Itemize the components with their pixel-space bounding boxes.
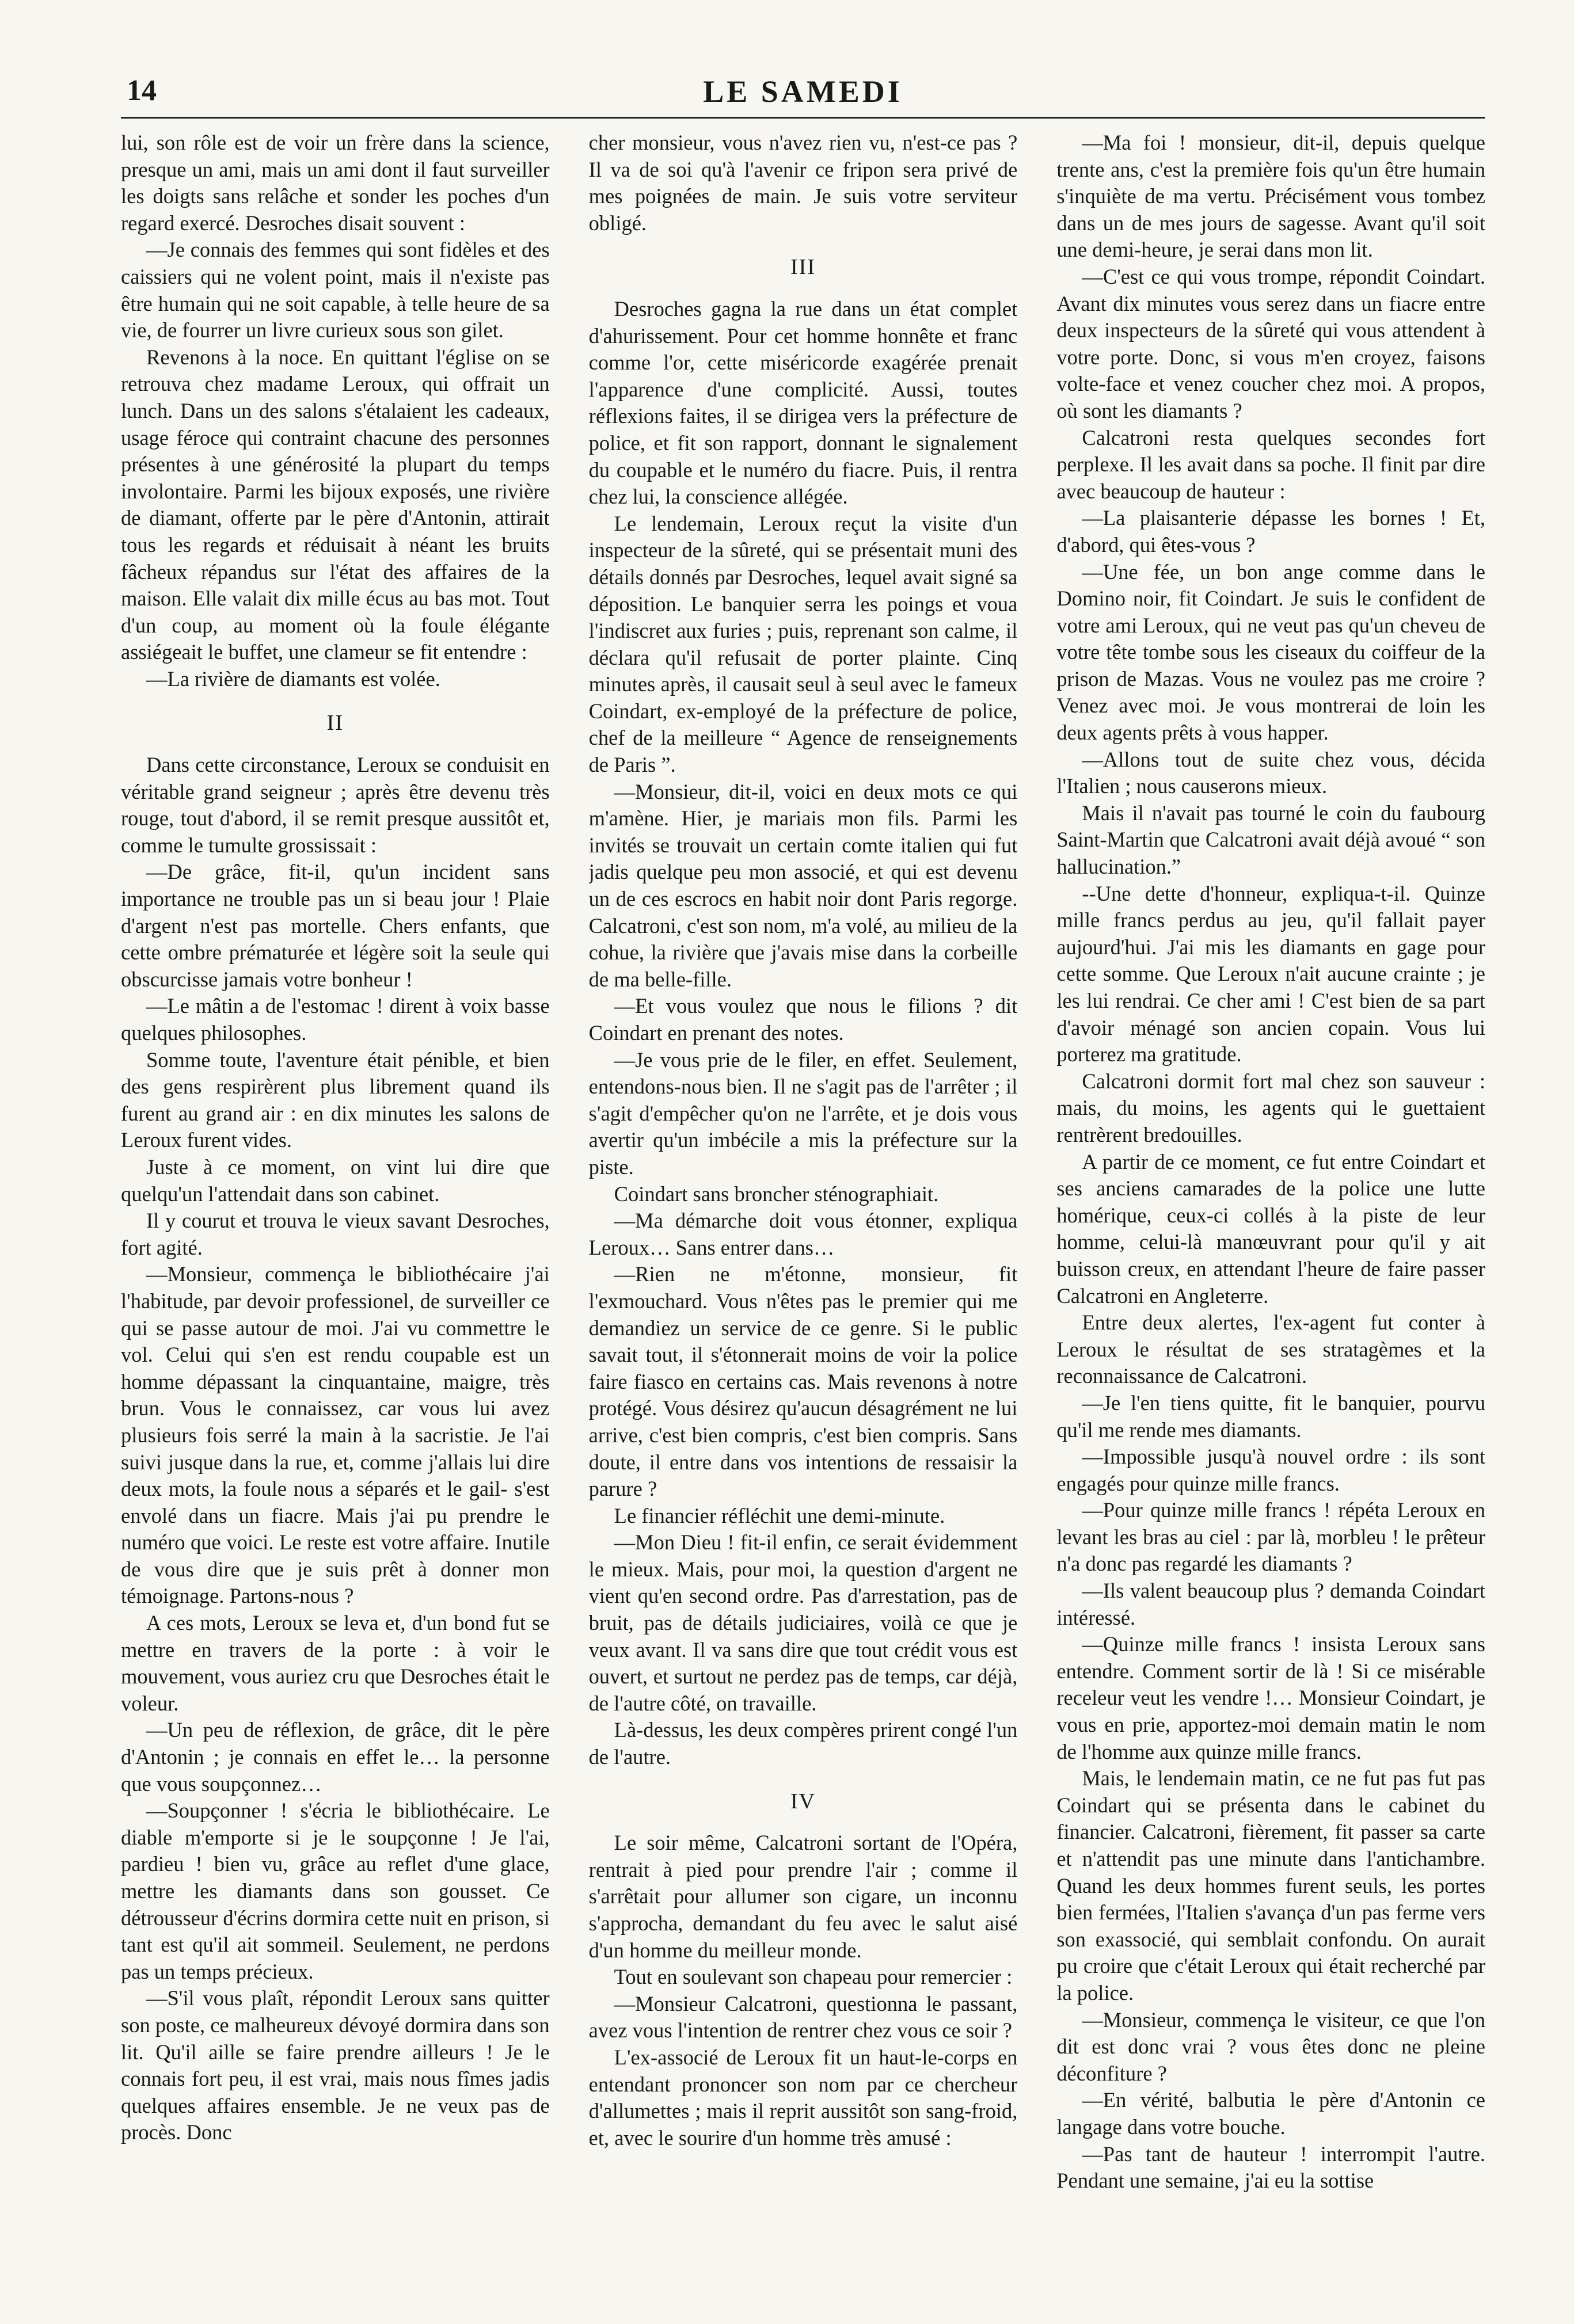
- paragraph: —Monsieur, dit-il, voici en deux mots ce qui m'amène. Hier, je mariais mon fils. Parmi les invités se trouvait un certain comte italien qui fut jadis quelque peu mon associé, et qui est devenu un de ces escrocs en habit noir dont Paris regorge. Calcatroni, c'est son nom, m'a volé, au milieu de la cohue, la rivière que j'avais mise dans la corbeille de ma belle-fille.: [588, 779, 1018, 991]
- paragraph: L'ex-associé de Leroux fit un haut-le-corps en entendant prononcer son nom par ce chercheur d'allumettes ; mais il reprit aussitôt son sang-froid, et, avec le sourire d'un homme très amusé :: [588, 2045, 1018, 2150]
- paragraph: lui, son rôle est de voir un frère dans la science, presque un ami, mais un ami dont il faut surveiller les doigts sans relâche et sonder les poches d'un regard exercé. Desroches disait souvent :: [121, 131, 550, 235]
- text-column-1: [121, 129, 550, 2293]
- paragraph: cher monsieur, vous n'avez rien vu, n'est-ce pas ? Il va de soi qu'à l'avenir ce fripon sera privé de mes poignées de main. Je suis votre serviteur obligé.: [588, 131, 1018, 235]
- paragraph: Mais, le lendemain matin, ce ne fut pas fut pas Coindart qui se présenta dans le cabinet du financier. Calcatroni, fièrement, fit passer sa carte et n'attendit pas une minute dans l'antichambre. Quand les deux hommes furent seuls, les portes bien fermées, l'Italien s'avança d'un pas ferme vers son exassocié, qui semblait confondu. On aurait pu croire que c'était Leroux qui était recherché par la police.: [1056, 1766, 1486, 2005]
- paragraph: —Impossible jusqu'à nouvel ordre : ils sont engagés pour quinze mille francs.: [1056, 1445, 1486, 1495]
- paragraph: —La plaisanterie dépasse les bornes ! Et, d'abord, qui êtes-vous ?: [1056, 506, 1486, 557]
- paragraph: A partir de ce moment, ce fut entre Coindart et ses anciens camarades de la police une lutte homérique, ceux-ci collés à la piste de leur homme, celui-là manœuvrant pour qu'il y ait buisson creux, en attendant l'heure de faire passer Calcatroni en Angleterre.: [1056, 1149, 1486, 1308]
- paragraph: Mais il n'avait pas tourné le coin du faubourg Saint-Martin que Calcatroni avait déjà avoué “ son hallucination.”: [1056, 801, 1486, 879]
- paragraph: —Une fée, un bon ange comme dans le Domino noir, fit Coindart. Je suis le confident de votre ami Leroux, qui ne veut pas qu'un cheveu de votre tête tombe sous les ciseaux du coiffeur de la prison de Mazas. Vous ne voulez pas me croire ? Venez avec moi. Je vous montrerai de loin les deux agents prêts à vous happer.: [1056, 559, 1486, 745]
- paragraph: —La rivière de diamants est volée.: [146, 666, 440, 691]
- paragraph: Dans cette circonstance, Leroux se conduisit en véritable grand seigneur ; après être devenu très rouge, tout d'abord, il se remit presque aussitôt et, comme le tumulte grossissait :: [121, 753, 550, 857]
- paragraph: —Soupçonner ! s'écria le bibliothécaire. Le diable m'emporte si je le soupçonne ! Je l'ai, pardieu ! bien vu, grâce au reflet d'une glace, mettre les diamants dans son gousset. Ce détrousseur d'écrins dormira cette nuit en prison, si tant est qu'il ait sommeil. Seulement, ne perdons pas un temps précieux.: [121, 1799, 550, 1983]
- paragraph: —Ma démarche doit vous étonner, expliqua Leroux… Sans entrer dans…: [588, 1209, 1018, 1259]
- paragraph: Somme toute, l'aventure était pénible, et bien des gens respirèrent plus librement quand ils furent au grand air : en dix minutes les salons de Leroux furent vides.: [121, 1047, 550, 1152]
- paragraph: Entre deux alertes, l'ex-agent fut conter à Leroux le résultat de ses stratagèmes et la reconnaissance de Calcatroni.: [1056, 1310, 1486, 1388]
- page-header: [121, 74, 1485, 120]
- paragraph: Calcatroni dormit fort mal chez son sauveur : mais, du moins, les agents qui le guettaient rentrèrent bredouilles.: [1056, 1069, 1486, 1146]
- page-number: 14: [127, 74, 157, 107]
- section-heading: III: [790, 255, 816, 280]
- paragraph: Il y courut et trouva le vieux savant Desroches, fort agité.: [121, 1209, 550, 1259]
- paragraph: Là-dessus, les deux compères prirent congé l'un de l'autre.: [588, 1718, 1018, 1769]
- paragraph: —Monsieur Calcatroni, questionna le passant, avez vous l'intention de rentrer chez vous ce soir ?: [588, 1991, 1018, 2043]
- paragraph: Le financier réfléchit une demi-minute.: [614, 1503, 945, 1527]
- paragraph: Le lendemain, Leroux reçut la visite d'un inspecteur de la sûreté, qui se présentait muni des détails donnés par Desroches, lequel avait signé sa déposition. Le banquier serra les poings et voua l'indiscret aux furies ; puis, reprenant son calme, il déclara qu'il refusait de porter plainte. Cinq minutes après, il causait seul à seul avec le fameux Coindart, ex-employé de la préfecture de police, chef de la meilleure “ Agence de renseignements de Paris ”.: [588, 511, 1018, 777]
- paragraph: Juste à ce moment, on vint lui dire que quelqu'un l'attendait dans son cabinet.: [121, 1155, 550, 1206]
- paragraph: A ces mots, Leroux se leva et, d'un bond fut se mettre en travers de la porte : à voir le mouvement, vous auriez cru que Desroches était le voleur.: [121, 1611, 550, 1715]
- paragraph: Revenons à la noce. En quittant l'église on se retrouva chez madame Leroux, qui offrait un lunch. Dans un des salons s'étalaient les cadeaux, usage féroce qui contraint chacune des personnes présentes à une générosité la plupart du temps involontaire. Parmi les bijoux exposés, une rivière de diamant, offerte par le père d'Antonin, attirait tous les regards et réduisait à néant les bruits fâcheux répandus sur l'état des affaires de la maison. Elle valait dix mille écus au bas mot. Tout d'un coup, au moment où la foule élégante assiégeait le buffet, une clameur se fit entendre :: [121, 345, 550, 664]
- paragraph: Desroches gagna la rue dans un état complet d'ahurissement. Pour cet homme honnête et franc comme l'or, cette miséricorde exagérée prenait l'apparence d'une complicité. Aussi, toutes réflexions faites, il se dirigea vers la préfecture de police, et fit son rapport, donnant le signalement du coupable et le numéro du fiacre. Puis, il rentra chez lui, la conscience allégée.: [588, 296, 1018, 509]
- paragraph: —Quinze mille francs ! insista Leroux sans entendre. Comment sortir de là ! Si ce misérable receleur veut les vendre !… Monsieur Coindart, je vous en prie, apportez-moi demain matin le nom de l'homme aux quinze mille francs.: [1056, 1632, 1486, 1763]
- paragraph: —Monsieur, commença le visiteur, ce que l'on dit est donc vrai ? vous êtes donc ne pleine déconfiture ?: [1056, 2007, 1486, 2085]
- paragraph: --Une dette d'honneur, expliqua-t-il. Quinze mille francs perdus au jeu, qu'il fallait payer aujourd'hui. J'ai mis les diamants en gage pour cette somme. Que Leroux n'ait aucune crainte ; je les lui rendrai. Ce cher ami ! C'est bien de sa part d'avoir ménagé son ancien copain. Vous lui porterez ma gratitude.: [1056, 881, 1486, 1066]
- paragraph: —Un peu de réflexion, de grâce, dit le père d'Antonin ; je connais en effet le… la personne que vous soupçonnez…: [121, 1718, 550, 1796]
- paragraph: —Rien ne m'étonne, monsieur, fit l'exmouchard. Vous n'êtes pas le premier qui me demandiez un service de ce genre. Si le public savait tout, il s'étonnerait moins de voir la police faire fiasco en certains cas. Mais revenons à notre protégé. Vous désirez qu'aucun désagrément ne lui arrive, c'est bien compris, c'est bien compris. Sans doute, il entre dans vos intentions de ressaisir la parure ?: [588, 1262, 1018, 1501]
- paragraph: —Mon Dieu ! fit-il enfin, ce serait évidemment le mieux. Mais, pour moi, la question d'argent ne vient qu'en second ordre. Pas d'arrestation, pas de bruit, pas de détails judiciaires, voilà ce que je veux avant. Il va sans dire que tout crédit vous est ouvert, et surtout ne perdez pas de temps, car déjà, de l'autre côté, on travaille.: [588, 1530, 1018, 1715]
- paragraph: —Et vous voulez que nous le filions ? dit Coindart en prenant des notes.: [588, 994, 1018, 1045]
- paragraph: —Je connais des femmes qui sont fidèles et des caissiers qui ne volent point, mais il n'existe pas être humain qui ne soit capable, à telle heure de sa vie, de fourrer un livre curieux sous son gilet.: [121, 238, 550, 342]
- section-heading: IV: [790, 1789, 816, 1814]
- paragraph: —Monsieur, commença le bibliothécaire j'ai l'habitude, par devoir professionel, de surveiller ce qui se passe autour de moi. J'ai vu commettre le vol. Celui qui s'en est rendu coupable est un homme dépassant la cinquantaine, maigre, très brun. Vous le connaissez, car vous lui avez plusieurs fois serré la main à la sacristie. Je l'ai suivi jusque dans la rue, et, comme j'allais lui dire deux mots, la foule nous a séparés et le gail- s'est envolé dans un fiacre. Mais j'ai pu prendre le numéro que voici. Le reste est votre affaire. Inutile de vous dire que je suis prêt à donner mon témoignage. Partons-nous ?: [121, 1262, 550, 1608]
- paragraph: —De grâce, fit-il, qu'un incident sans importance ne trouble pas un si beau jour ! Plaie d'argent n'est pas mortelle. Chers enfants, que cette ombre prématurée et légère soit la seule qui obscurcisse jamais votre bonheur !: [121, 860, 550, 991]
- paragraph: —Le mâtin a de l'estomac ! dirent à voix basse quelques philosophes.: [121, 994, 550, 1045]
- paragraph: —Je vous prie de le filer, en effet. Seulement, entendons-nous bien. Il ne s'agit pas de l'arrêter ; il s'agit d'empêcher qu'on ne l'arrête, et je dois vous avertir qu'un imbécile a mis la préfecture sur la piste.: [588, 1047, 1018, 1179]
- paragraph: —Pour quinze mille francs ! répéta Leroux en levant les bras au ciel : par là, morbleu ! le prêteur n'a donc pas regardé les diamants ?: [1056, 1498, 1486, 1576]
- section-heading: II: [326, 711, 344, 736]
- paragraph: —Ma foi ! monsieur, dit-il, depuis quelque trente ans, c'est la première fois qu'un être humain s'inquiète de ma vertu. Précisément vous tombez dans un de mes jours de sagesse. Avant qu'il soit une demi-heure, je serai dans mon lit.: [1056, 131, 1486, 262]
- paragraph: —S'il vous plaît, répondit Leroux sans quitter son poste, ce malheureux dévoyé dormira dans son lit. Qu'il aille se faire prendre ailleurs ! Je le connais fort peu, il est vrai, mais nous fîmes jadis quelques affaires ensemble. Je ne veux pas de procès. Donc: [121, 1986, 550, 2144]
- paragraph: Le soir même, Calcatroni sortant de l'Opéra, rentrait à pied pour prendre l'air ; comme il s'arrêtait pour allumer son cigare, un inconnu s'approcha, demandant du feu avec le salut aisé d'un homme du meilleur monde.: [588, 1831, 1018, 1962]
- header-rule: [121, 117, 1485, 119]
- paragraph: —C'est ce qui vous trompe, répondit Coindart. Avant dix minutes vous serez dans un fiacre entre deux inspecteurs de la sûreté qui vous attendent à votre porte. Donc, si vous m'en croyez, faisons volte-face et venez coucher chez moi. A propos, où sont les diamants ?: [1056, 264, 1486, 422]
- text-column-3: [1056, 129, 1485, 2293]
- article-body: [121, 129, 1485, 2293]
- paragraph: Tout en soulevant son chapeau pour remercier :: [614, 1965, 1013, 1989]
- paragraph: —Ils valent beaucoup plus ? demanda Coindart intéressé.: [1056, 1579, 1486, 1629]
- page-title: LE SAMEDI: [703, 74, 903, 109]
- paragraph: —Pas tant de hauteur ! interrompit l'autre. Pendant une semaine, j'ai eu la sottise: [1056, 2142, 1486, 2193]
- text-column-2: [589, 129, 1018, 2293]
- paragraph: —Je l'en tiens quitte, fit le banquier, pourvu qu'il me rende mes diamants.: [1056, 1390, 1486, 1442]
- paragraph: —Allons tout de suite chez vous, décida l'Italien ; nous causerons mieux.: [1056, 747, 1486, 798]
- paragraph: —En vérité, balbutia le père d'Antonin ce langage dans votre bouche.: [1056, 2088, 1486, 2139]
- paragraph: Coindart sans broncher sténographiait.: [614, 1182, 939, 1206]
- paragraph: Calcatroni resta quelques secondes fort perplexe. Il les avait dans sa poche. Il finit par dire avec beaucoup de hauteur :: [1056, 425, 1486, 503]
